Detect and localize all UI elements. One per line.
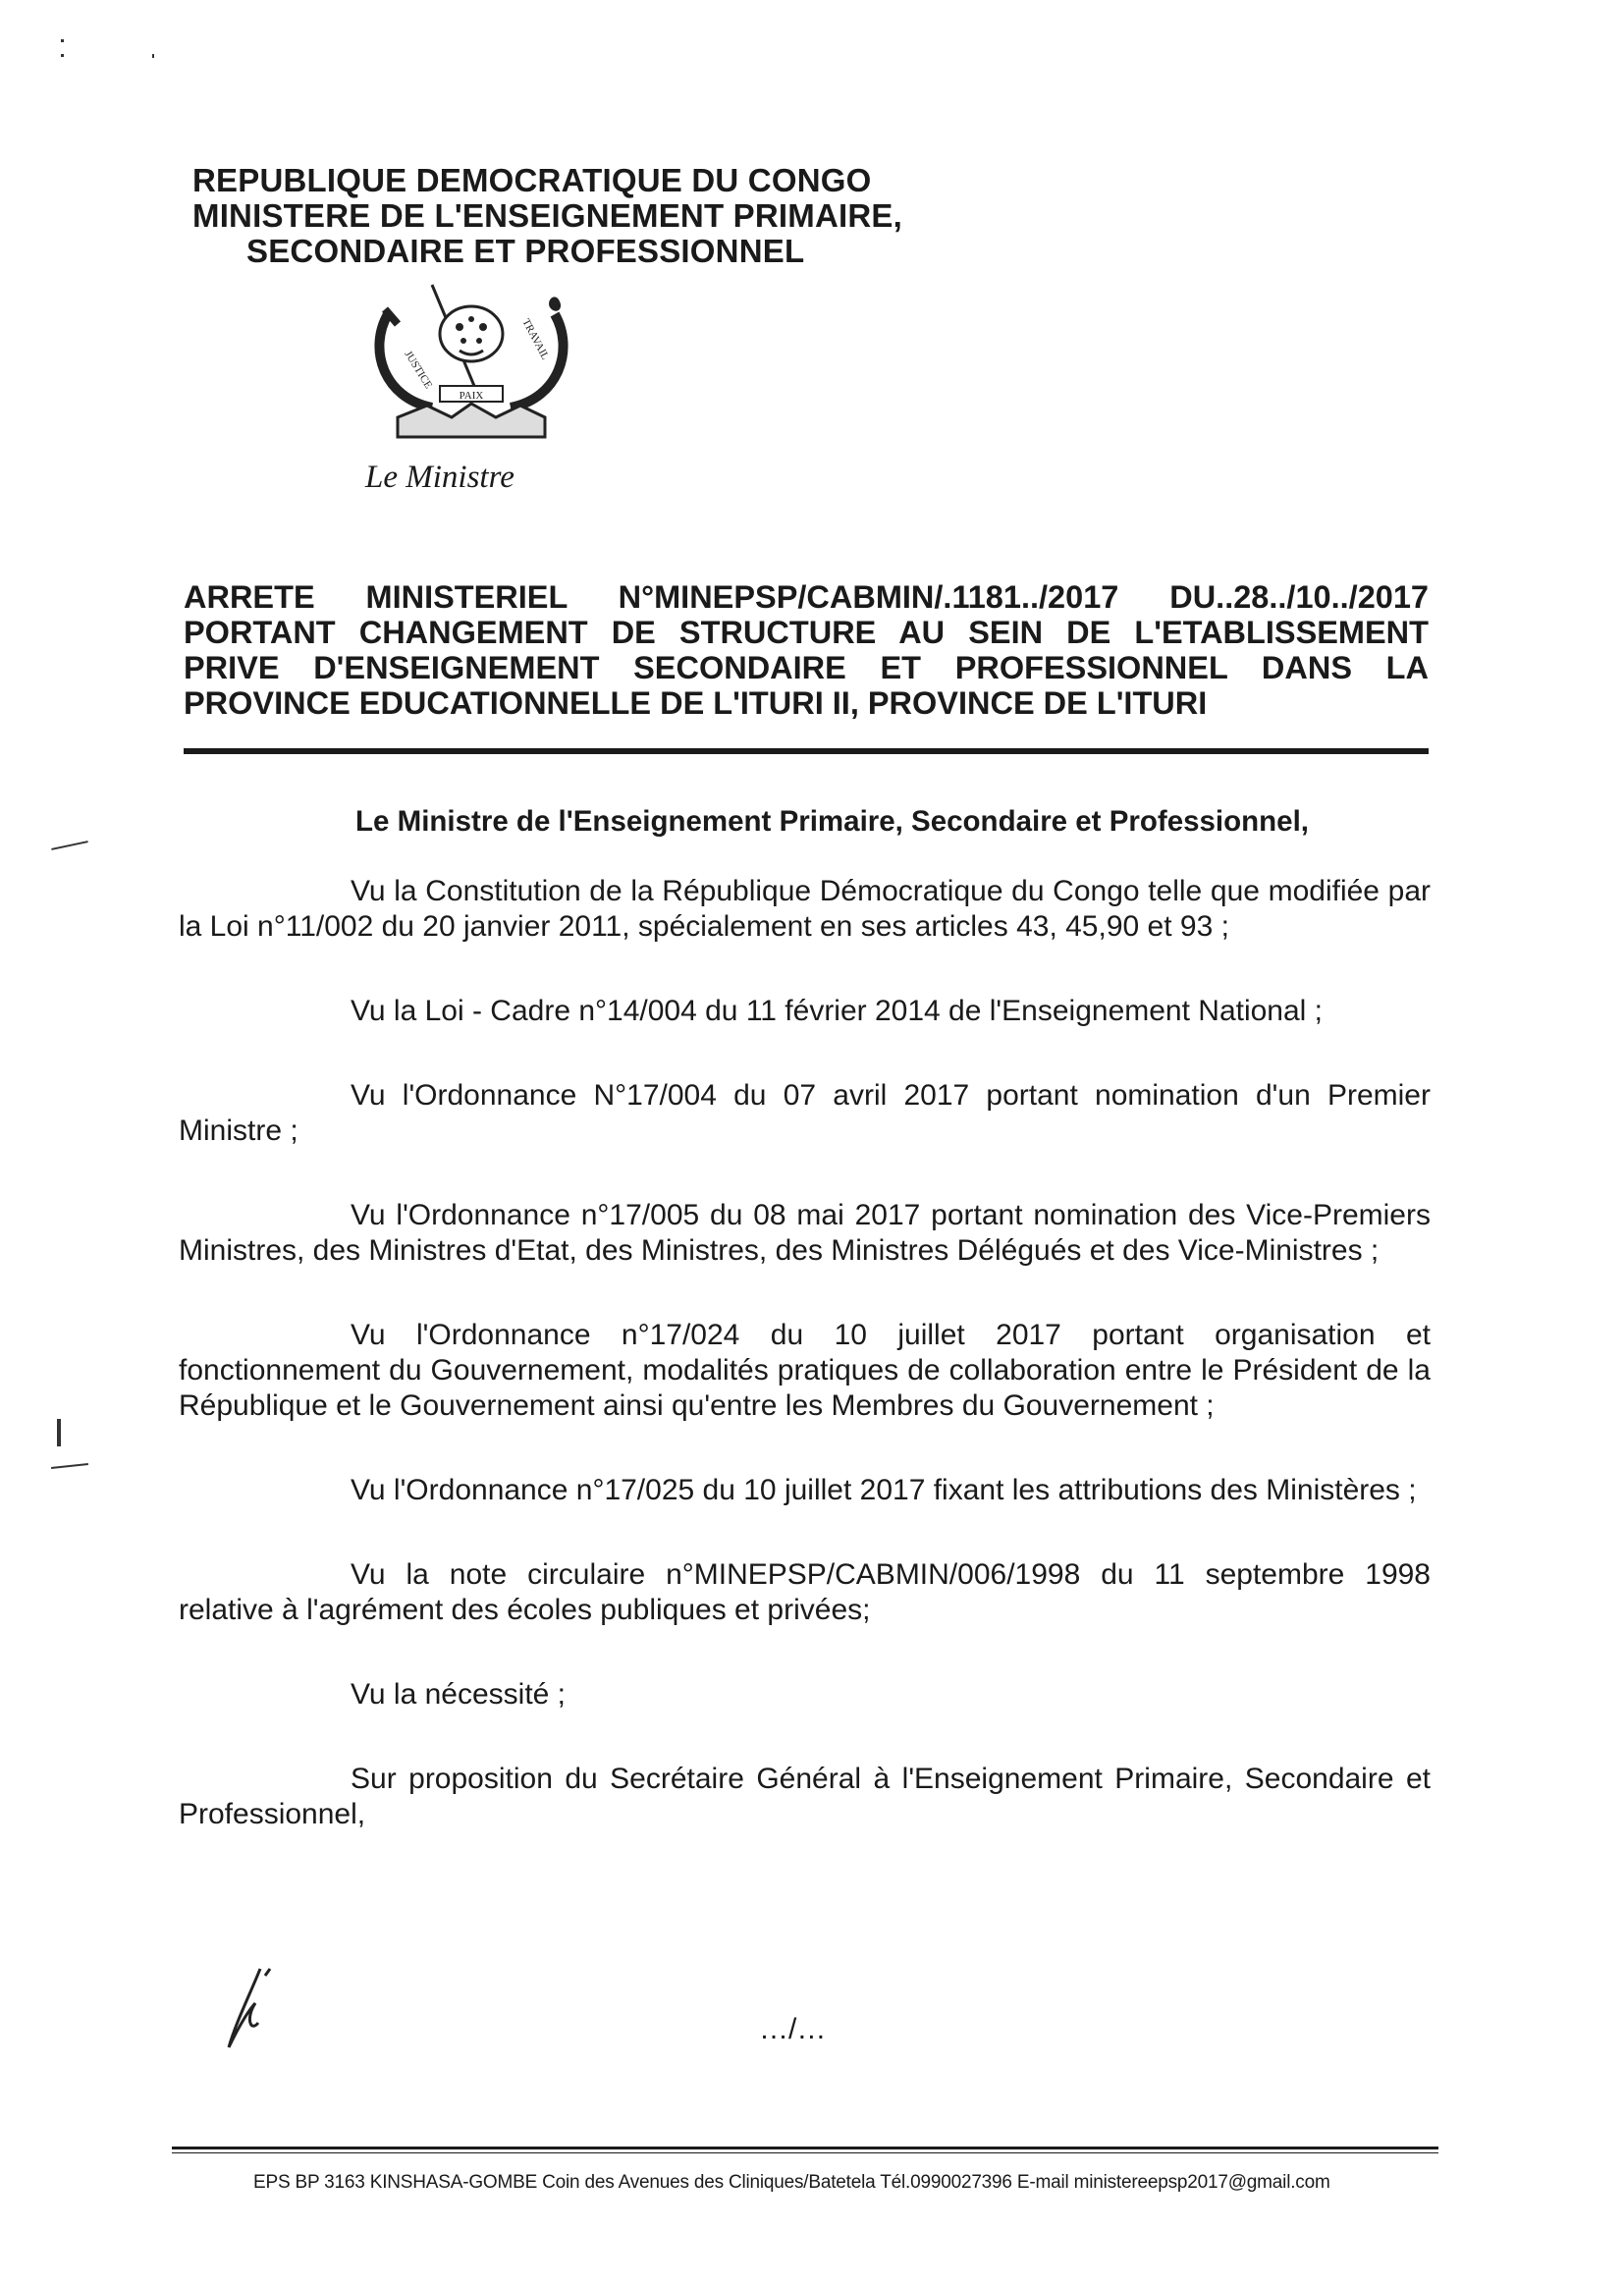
consideration-paragraph: Vu la Constitution de la République Démocratique du Congo telle que modifiée par la Loi n°11/002 du 20 janvier 2011, spécialement en ses articles 43, 45,90 et 93 ; xyxy=(179,875,1431,943)
footer-rule xyxy=(172,2147,1438,2149)
consideration-paragraph: Vu la note circulaire n°MINEPSP/CABMIN/006/1998 du 11 septembre 1998 relative à l'agrément des écoles publiques et privées; xyxy=(179,1558,1431,1626)
decree-title-line-1: ARRETE MINISTERIEL N°MINEPSP/CABMIN/.1181../2017 DU..28../10../2017 xyxy=(184,579,1429,615)
consideration-paragraph: Vu l'Ordonnance N°17/004 du 07 avril 2017 portant nomination d'un Premier Ministre ; xyxy=(179,1079,1431,1147)
punch-mark xyxy=(57,1419,61,1446)
punch-mark xyxy=(51,1463,88,1469)
considerations-body xyxy=(179,874,1431,1881)
consideration-paragraph: Vu la nécessité ; xyxy=(351,1678,567,1711)
letterhead-line-2: MINISTERE DE L'ENSEIGNEMENT PRIMAIRE, xyxy=(192,197,902,234)
decree-title xyxy=(184,579,1429,721)
consideration-paragraph: Vu l'Ordonnance n°17/005 du 08 mai 2017 portant nomination des Vice-Premiers Ministres, des Ministres d'Etat, des Ministres, des Ministres Délégués et des Vice-Ministres ; xyxy=(179,1199,1431,1267)
consideration-paragraph: Vu la Loi - Cadre n°14/004 du 11 février 2014 de l'Enseignement National ; xyxy=(351,995,1324,1027)
continuation-mark: …/… xyxy=(759,2013,827,2045)
motto-right: TRAVAIL xyxy=(519,316,552,362)
letterhead-line-3: SECONDAIRE ET PROFESSIONNEL xyxy=(246,233,805,269)
decree-title-line-2: PORTANT CHANGEMENT DE STRUCTURE AU SEIN DE L'ETABLISSEMENT xyxy=(184,615,1429,650)
scan-mark xyxy=(152,54,154,58)
intro-line: Le Ministre de l'Enseignement Primaire, Secondaire et Professionnel, xyxy=(355,805,1309,838)
motto-left: JUSTICE xyxy=(402,349,435,391)
decree-title-line-4: PROVINCE EDUCATIONNELLE DE L'ITURI II, PROVINCE DE L'ITURI xyxy=(184,685,1208,721)
decree-title-line-3: PRIVE D'ENSEIGNEMENT SECONDAIRE ET PROFESSIONNEL DANS LA xyxy=(184,650,1429,685)
minister-label: Le Ministre xyxy=(365,460,514,495)
coat-of-arms-icon xyxy=(353,280,589,447)
letterhead-line-1: REPUBLIQUE DEMOCRATIQUE DU CONGO xyxy=(192,162,872,198)
motto-center: PAIX xyxy=(459,390,484,402)
consideration-paragraph: Vu l'Ordonnance n°17/025 du 10 juillet 2017 fixant les attributions des Ministères ; xyxy=(351,1474,1417,1506)
scan-mark xyxy=(61,54,64,57)
footer-rule-thin xyxy=(172,2152,1438,2153)
consideration-paragraph: Sur proposition du Secrétaire Général à l'Enseignement Primaire, Secondaire et Professionnel, xyxy=(179,1763,1431,1830)
consideration-paragraph: Vu l'Ordonnance n°17/024 du 10 juillet 2017 portant organisation et fonctionnement du Gouvernement, modalités pratiques de collaboration entre le Président de la République et le Gouvernement ainsi qu'entre les Membres du Gouvernement ; xyxy=(179,1319,1431,1422)
letterhead xyxy=(192,163,902,269)
punch-mark xyxy=(51,841,88,850)
title-underline xyxy=(184,748,1429,754)
footer-address: EPS BP 3163 KINSHASA-GOMBE Coin des Avenues des Cliniques/Batetela Tél.0990027396 E-mail ministereepsp2017@gmail.com xyxy=(253,2172,1330,2193)
scan-mark xyxy=(61,39,64,42)
initials-signature xyxy=(221,1964,290,2052)
